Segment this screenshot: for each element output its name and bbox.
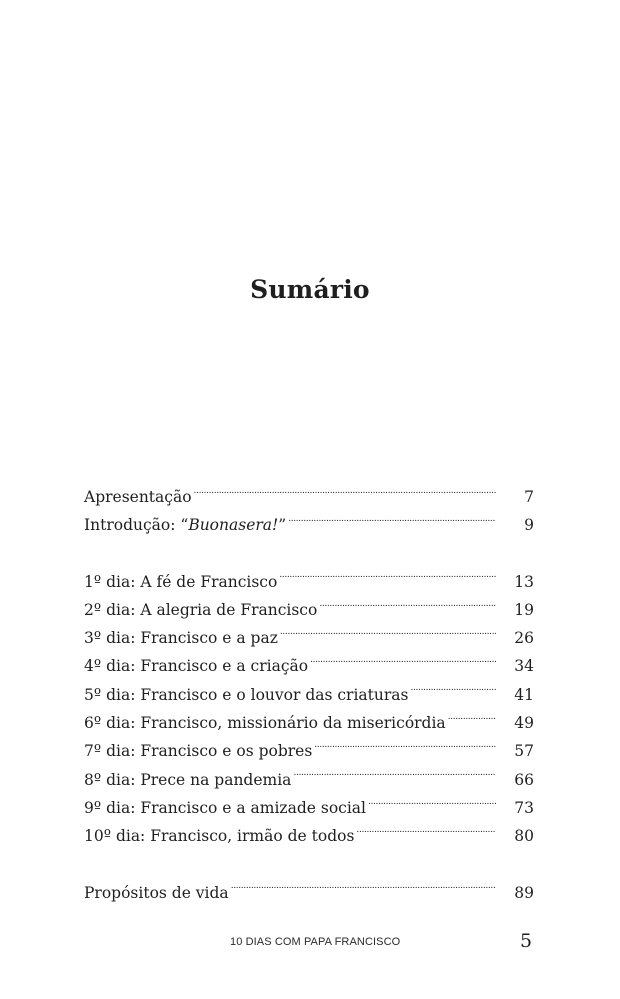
toc-days	[84, 568, 534, 851]
toc-entry-day-2[interactable]	[84, 596, 534, 624]
toc-entry-day-5[interactable]	[84, 681, 534, 709]
toc-entry-label: 8º dia: Prece na pandemia	[84, 770, 292, 789]
toc-entry-page: 34	[514, 657, 534, 676]
toc-leader-dots	[314, 741, 496, 757]
toc-entry-label-italic: Buonasera!	[188, 516, 279, 535]
toc-entry-label: 4º dia: Francisco e a criação	[84, 657, 309, 676]
running-head: 10 DIAS COM PAPA FRANCISCO	[230, 936, 401, 948]
toc-entry-day-3[interactable]	[84, 624, 534, 652]
toc-entry-introducao[interactable]	[84, 511, 534, 539]
toc-entry-page: 49	[514, 714, 534, 733]
toc-entry-label: 6º dia: Francisco, missionário da misericórdia	[84, 714, 446, 733]
toc-entry-day-4[interactable]	[84, 652, 534, 680]
toc-back-matter	[84, 879, 534, 907]
toc-entry-page: 66	[514, 770, 534, 789]
toc-entry-page: 7	[524, 488, 534, 506]
toc-entry-page: 41	[514, 685, 534, 704]
toc-entry-page: 89	[514, 883, 534, 902]
toc-entry-page: 73	[514, 798, 534, 817]
toc-entry-day-6[interactable]	[84, 709, 534, 737]
toc-leader-dots	[356, 826, 496, 842]
toc-entry-label: Introdução: “Buonasera!”	[84, 516, 287, 535]
toc-entry-label: 9º dia: Francisco e a amizade social	[84, 798, 366, 817]
toc-entry-page: 19	[514, 600, 534, 619]
table-of-contents	[84, 483, 534, 907]
toc-entry-page: 80	[514, 827, 534, 846]
toc-entry-day-1[interactable]	[84, 568, 534, 596]
toc-leader-dots	[279, 571, 496, 587]
toc-entry-page: 13	[514, 572, 534, 591]
toc-entry-day-7[interactable]	[84, 737, 534, 765]
toc-leader-dots	[194, 487, 496, 503]
toc-entry-label: 7º dia: Francisco e os pobres	[84, 742, 313, 761]
toc-entry-page: 57	[514, 742, 534, 761]
toc-leader-dots	[231, 882, 496, 898]
page-footer	[0, 930, 620, 954]
toc-leader-dots	[410, 684, 496, 700]
toc-entry-day-8[interactable]	[84, 766, 534, 794]
page-title: Sumário	[250, 274, 370, 304]
toc-entry-label: 1º dia: A fé de Francisco	[84, 572, 278, 591]
toc-entry-label: Propósitos de vida	[84, 883, 229, 902]
toc-entry-label: Apresentação	[84, 488, 192, 506]
toc-leader-dots	[448, 713, 496, 729]
toc-entry-day-10[interactable]	[84, 822, 534, 850]
toc-entry-page: 26	[514, 629, 534, 648]
toc-entry-label: 2º dia: A alegria de Francisco	[84, 600, 318, 619]
toc-leader-dots	[293, 769, 496, 785]
toc-leader-dots	[288, 515, 496, 531]
toc-entry-label: 10º dia: Francisco, irmão de todos	[84, 827, 355, 846]
toc-entry-page: 9	[524, 516, 534, 535]
toc-leader-dots	[280, 628, 496, 644]
toc-leader-dots	[368, 797, 496, 813]
page-number: 5	[520, 930, 533, 952]
toc-leader-dots	[310, 656, 496, 672]
toc-entry-day-9[interactable]	[84, 794, 534, 822]
toc-front-matter	[84, 483, 534, 540]
toc-entry-label: 3º dia: Francisco e a paz	[84, 629, 278, 648]
toc-entry-label: 5º dia: Francisco e o louvor das criaturas	[84, 685, 409, 704]
toc-entry-apresentacao[interactable]	[84, 483, 534, 511]
toc-leader-dots	[319, 599, 496, 615]
toc-entry-propositos[interactable]	[84, 879, 534, 907]
